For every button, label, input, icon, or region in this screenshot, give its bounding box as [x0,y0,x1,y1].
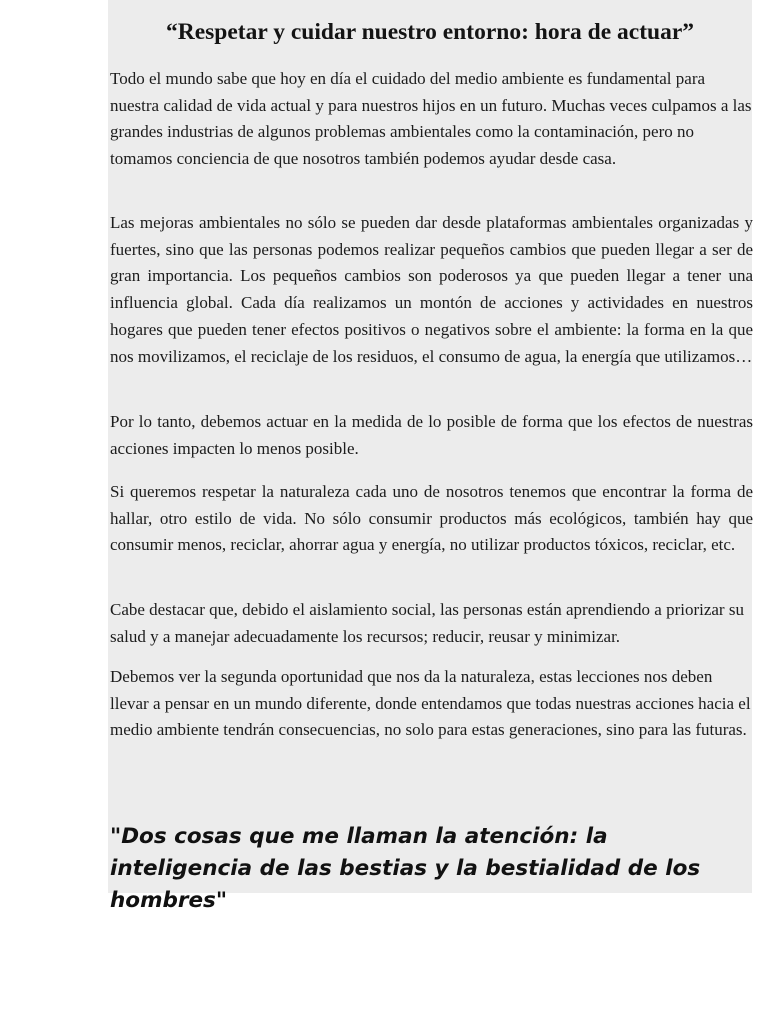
paragraph-6: Debemos ver la segunda oportunidad que nos da la naturaleza, estas lecciones nos deben llevar a pensar en un mundo diferente, donde entendamos que todas nuestras acciones hacia el medio ambiente tendrán consecuencias, no solo para estas generaciones, sino para las futuras. [110,667,751,740]
paragraph-3: Por lo tanto, debemos actuar en la medida de lo posible de forma que los efectos de nuestras acciones impacten lo menos posible. [110,412,753,458]
paragraph-4: Si queremos respetar la naturaleza cada uno de nosotros tenemos que encontrar la forma de hallar, otro estilo de vida. No sólo consumir productos más ecológicos, también hay que consumir menos, reciclar, ahorrar agua y energía, no utilizar productos tóxicos, reciclar, etc. [110,482,753,555]
paragraph-1: Todo el mundo sabe que hoy en día el cuidado del medio ambiente es fundamental para nuestra calidad de vida actual y para nuestros hijos en un futuro. Muchas veces culpamos a las grandes industrias de algunos problemas ambientales como la contaminación, pero no tomamos conciencia de que nosotros también podemos ayudar desde casa. [110,69,752,169]
quote-close-mark: " [215,888,228,913]
closing-quote [110,821,755,917]
quote-open-mark: " [110,824,122,849]
quote-text: Dos cosas que me llaman la atención: la inteligencia de las bestias y la bestialidad de los hombres [110,824,701,913]
document-title: “Respetar y cuidar nuestro entorno: hora de actuar” [165,19,695,45]
paragraph-5: Cabe destacar que, debido el aislamiento social, las personas están aprendiendo a priorizar su salud y a manejar adecuadamente los recursos; reducir, reusar y minimizar. [110,600,744,646]
paragraph-2: Las mejoras ambientales no sólo se pueden dar desde plataformas ambientales organizadas y fuertes, sino que las personas podemos realizar pequeños cambios que pueden llegar a ser de gran importancia. Los pequeños cambios son poderosos ya que pueden llegar a tener una influencia global. Cada día realizamos un montón de acciones y actividades en nuestros hogares que pueden tener efectos positivos o negativos sobre el ambiente: la forma en la que nos movilizamos, el reciclaje de los residuos, el consumo de agua, la energía que utilizamos… [110,213,753,366]
